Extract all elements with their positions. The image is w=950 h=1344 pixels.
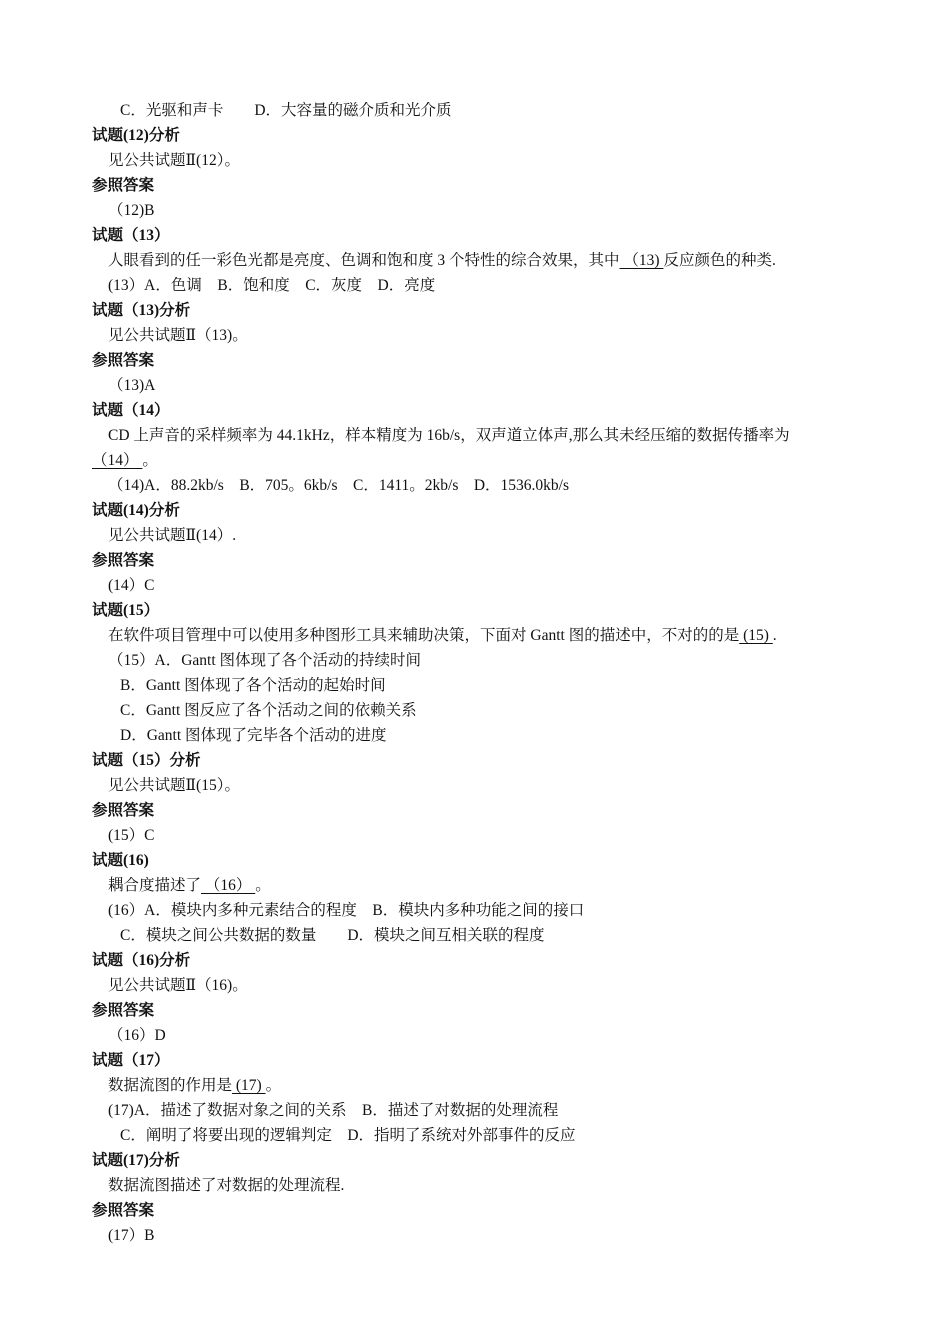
analysis-heading: 试题(17)分析: [92, 1152, 180, 1169]
answer-blank: （14）: [92, 452, 143, 469]
option-line: C．阐明了将要出现的逻辑判定 D．指明了系统对外部事件的反应: [120, 1127, 576, 1144]
answer-text: （16）D: [108, 1027, 166, 1044]
option-line: (16）A．模块内多种元素结合的程度 B．模块内多种功能之间的接口: [108, 902, 585, 919]
answer-text: （13)A: [108, 377, 156, 394]
question-text: 数据流图的作用是 (17) 。: [108, 1077, 282, 1094]
analysis-text: 见公共试题Ⅱ(14）.: [108, 527, 237, 544]
answer-blank: （13): [619, 252, 664, 269]
answer-text: (14）C: [108, 577, 155, 594]
option-line: (17)A．描述了数据对象之间的关系 B．描述了对数据的处理流程: [108, 1102, 559, 1119]
answer-heading: 参照答案: [92, 552, 155, 569]
option-line: （15）A．Gantt 图体现了各个活动的持续时间: [108, 652, 422, 669]
answer-blank: （16）: [201, 877, 256, 894]
analysis-text: 数据流图描述了对数据的处理流程.: [108, 1177, 345, 1194]
analysis-text: 见公共试题Ⅱ（16)。: [108, 977, 248, 994]
option-line: B．Gantt 图体现了各个活动的起始时间: [120, 677, 386, 694]
question-text: 耦合度描述了 （16） 。: [108, 877, 271, 894]
answer-text: (15）C: [108, 827, 155, 844]
question-heading: 试题(16): [92, 852, 149, 869]
answer-heading: 参照答案: [92, 1202, 155, 1219]
question-heading: 试题(15）: [92, 602, 160, 619]
answer-text: （12)B: [108, 202, 155, 219]
question-heading: 试题（14）: [92, 402, 170, 419]
analysis-heading: 试题（13)分析: [92, 302, 191, 319]
option-line: （14)A．88.2kb/s B．705。6kb/s C．1411。2kb/s D．1536.0kb/s: [108, 477, 570, 494]
answer-heading: 参照答案: [92, 802, 155, 819]
answer-text: (17）B: [108, 1227, 155, 1244]
option-line: C．Gantt 图反应了各个活动之间的依赖关系: [120, 702, 417, 719]
analysis-text: 见公共试题Ⅱ(15）。: [108, 777, 240, 794]
option-line: (13）A．色调 B．饱和度 C．灰度 D．亮度: [108, 277, 436, 294]
analysis-heading: 试题(14)分析: [92, 502, 180, 519]
answer-blank: (17): [232, 1077, 266, 1094]
answer-blank: (15): [739, 627, 773, 644]
analysis-heading: 试题（16)分析: [92, 952, 191, 969]
analysis-heading: 试题（15）分析: [92, 752, 201, 769]
question-text: 在软件项目管理中可以使用多种图形工具来辅助决策，下面对 Gantt 图的描述中，不对的的是 (15) .: [108, 627, 777, 644]
question-heading: 试题（13）: [92, 227, 170, 244]
question-text-continued: （14） 。: [92, 452, 158, 469]
analysis-text: 见公共试题Ⅱ（13)。: [108, 327, 248, 344]
question-heading: 试题（17）: [92, 1052, 170, 1069]
analysis-heading: 试题(12)分析: [92, 127, 180, 144]
answer-heading: 参照答案: [92, 352, 155, 369]
question-text: 人眼看到的任一彩色光都是亮度、色调和饱和度 3 个特性的综合效果，其中 （13) 反应颜色的种类.: [108, 252, 776, 269]
analysis-text: 见公共试题Ⅱ(12）。: [108, 152, 240, 169]
question-text: CD 上声音的采样频率为 44.1kHz，样本精度为 16b/s，双声道立体声,那么其未经压缩的数据传播率为: [108, 427, 790, 444]
answer-heading: 参照答案: [92, 177, 155, 194]
answer-heading: 参照答案: [92, 1002, 155, 1019]
option-line: C．光驱和声卡 D．大容量的磁介质和光介质: [120, 102, 452, 119]
option-line: D．Gantt 图体现了完毕各个活动的进度: [120, 727, 387, 744]
option-line: C．模块之间公共数据的数量 D．模块之间互相关联的程度: [120, 927, 545, 944]
